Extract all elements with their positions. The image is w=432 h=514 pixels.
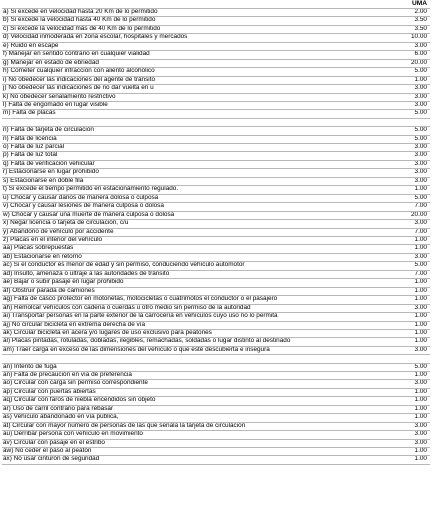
infraction-label: j) No obedecer las indicaciones de no dar vuelta en u <box>3 85 154 92</box>
infraction-label: ar) Uso de carril contrario para rebasar <box>3 405 114 412</box>
uma-value: 3.00 <box>414 177 427 184</box>
infraction-label: n) Falta de tarjeta de circulación <box>3 127 94 134</box>
infraction-label: h) Cometer cualquier infracción con aliento alcohólico <box>3 68 155 75</box>
table-row <box>2 94 430 102</box>
uma-value: 1.00 <box>414 296 427 303</box>
uma-value: 10.00 <box>411 34 427 41</box>
infraction-label: e) Ruido en escape <box>3 42 59 49</box>
uma-value: 1.00 <box>414 321 427 328</box>
table-row <box>2 178 430 186</box>
infraction-label: an) Intento de fuga <box>3 363 57 370</box>
uma-value: 2.00 <box>414 9 427 15</box>
infraction-label: l) Falta de engomado en lugar visible <box>3 101 108 108</box>
table-row <box>2 85 430 93</box>
uma-value: 1.00 <box>414 313 427 320</box>
table-row <box>2 271 430 279</box>
uma-value: 3.50 <box>414 17 427 24</box>
uma-value: 1.00 <box>414 329 427 336</box>
infraction-label: ap) Circular con puertas abiertas <box>3 388 96 395</box>
uma-value: 3.00 <box>414 346 427 353</box>
infraction-label: x) Negar licencia o tarjeta de circulación, c/u <box>3 220 129 227</box>
table-row <box>2 43 430 51</box>
table-row <box>2 322 430 330</box>
uma-value: 3.00 <box>414 304 427 311</box>
table-row <box>2 237 430 245</box>
table-row <box>2 144 430 152</box>
table-row <box>2 397 430 405</box>
table-row <box>2 347 430 355</box>
uma-value: 7.00 <box>414 203 427 210</box>
uma-value: 5.00 <box>414 110 427 117</box>
infraction-label: ah) Remolcar vehículos con cadena o cuerdas u otro medio sin permiso de la autoridad <box>3 304 251 311</box>
uma-value: 1.00 <box>414 448 427 455</box>
infraction-label: y) Abandono de vehículo por accidente <box>3 228 114 235</box>
infraction-label: añ) Falta de precaución en vía de preferencia <box>3 371 132 378</box>
uma-value: 1.00 <box>414 186 427 193</box>
uma-value: 20.00 <box>411 59 427 66</box>
infraction-label: ñ) Falta de licencia <box>3 135 57 142</box>
table-row <box>2 372 430 380</box>
infraction-label: ac) Si el conductor es menor de edad y sin permiso, conduciendo vehículo automotor <box>3 262 245 269</box>
uma-value: 1.00 <box>414 397 427 404</box>
table-row <box>2 51 430 59</box>
uma-value: 5.00 <box>414 363 427 370</box>
uma-value: 3.00 <box>414 380 427 387</box>
uma-value: 1.00 <box>414 405 427 412</box>
uma-value: 1.00 <box>414 338 427 345</box>
uma-value: 1.00 <box>414 287 427 294</box>
uma-value: 3.00 <box>414 431 427 438</box>
table-row <box>2 186 430 194</box>
table-row <box>2 161 430 169</box>
table-row <box>2 68 430 76</box>
table-row <box>2 127 430 135</box>
table-row <box>2 212 430 220</box>
table-row <box>2 110 430 118</box>
table-row <box>2 456 430 464</box>
table-row <box>2 364 430 372</box>
uma-value: 3.00 <box>414 85 427 92</box>
infraction-label: av) Circular con pasaje en el estribo <box>3 439 105 446</box>
table-row <box>2 17 430 25</box>
uma-value: 1.00 <box>414 414 427 421</box>
table-body <box>2 9 430 465</box>
table-row <box>2 229 430 237</box>
infraction-label: b) Si excede la velocidad hasta 40 Km de lo permitido <box>3 17 156 24</box>
uma-value: 7.00 <box>414 228 427 235</box>
uma-value: 3.00 <box>414 160 427 167</box>
infraction-label: ad) Insulto, amenaza o ultraje a las autoridades de tránsito <box>3 270 170 277</box>
table-row <box>2 9 430 17</box>
table-row <box>2 34 430 42</box>
table-row <box>2 414 430 422</box>
uma-value: 5.00 <box>414 127 427 134</box>
table-header <box>2 0 430 9</box>
table-row <box>2 406 430 414</box>
table-row <box>2 431 430 439</box>
section-spacer <box>2 119 430 127</box>
table-row <box>2 169 430 177</box>
table-row <box>2 102 430 110</box>
table-row <box>2 262 430 270</box>
uma-value: 20.00 <box>411 211 427 218</box>
table-row <box>2 440 430 448</box>
table-row <box>2 254 430 262</box>
infraction-label: q) Falta de verificación vehicular <box>3 160 95 167</box>
uma-value: 1.00 <box>414 371 427 378</box>
section-spacer <box>2 355 430 363</box>
infraction-label: ak) Circular bicicleta en acera y/o lugares de uso exclusivo para peatones <box>3 329 212 336</box>
infraction-label: aa) Placas sobrepuestas <box>3 245 74 252</box>
uma-value: 3.00 <box>414 253 427 260</box>
table-row <box>2 136 430 144</box>
table-row <box>2 330 430 338</box>
infraction-label: aq) Circular con faros de niebla encendidos sin objeto <box>3 397 156 404</box>
infraction-label: c) Si excede la velocidad más de 40 Km de lo permitido <box>3 25 161 32</box>
infraction-label: r) Estacionarse en lugar prohibido <box>3 169 99 176</box>
uma-value: 1.00 <box>414 456 427 463</box>
table-row <box>2 195 430 203</box>
infraction-label: f) Manejar en sentido contrario en cualquier vialidad <box>3 51 150 58</box>
infraction-label: k) No obedecer señalamiento restrictivo <box>3 93 116 100</box>
infraction-label: aw) No ceder el paso al peatón <box>3 448 92 455</box>
uma-value: 3.00 <box>414 101 427 108</box>
table-row <box>2 389 430 397</box>
infraction-label: ag) Falta de casco protector en motonetas, motocicletas o cuatrimotos el conductor o el pasajero <box>3 296 278 303</box>
uma-value: 1.00 <box>414 236 427 243</box>
table-row <box>2 338 430 346</box>
infraction-label: u) Chocar y causar daños de manera dolosa o culposa <box>3 194 159 201</box>
table-row <box>2 313 430 321</box>
infraction-label: at) Circular con mayor número de personas de las que señala la tarjeta de circulación <box>3 422 246 429</box>
table-row <box>2 423 430 431</box>
infraction-label: al) Placas pintadas, rotuladas, dobladas, ilegibles, remachadas, soldadas o lugar distinto al destinado <box>3 338 291 345</box>
uma-value: 3.00 <box>414 422 427 429</box>
uma-value: 5.00 <box>414 194 427 201</box>
table-row <box>2 26 430 34</box>
uma-value: 1.00 <box>414 245 427 252</box>
infraction-label: au) Derribar persona con vehículo en movimiento <box>3 431 143 438</box>
infraction-label: as) Vehículo abandonado en vía pública, <box>3 414 119 421</box>
infraction-label: aj) No circular bicicleta en extrema derecha de vía <box>3 321 146 328</box>
uma-column-header: UMA <box>411 0 427 7</box>
infraction-label: ae) Bajar o subir pasaje en lugar prohibido <box>3 279 124 286</box>
infraction-label: w) Chocar y causar una muerte de manera culposa o dolosa <box>3 211 175 218</box>
uma-value: 3.00 <box>414 152 427 159</box>
infraction-label: ab) Estacionarse en retorno <box>3 253 82 260</box>
infraction-label: s) Estacionarse en doble fila <box>3 177 84 184</box>
uma-value: 3.00 <box>414 169 427 176</box>
uma-value: 3.50 <box>414 25 427 32</box>
uma-value: 5.00 <box>414 135 427 142</box>
table-row <box>2 288 430 296</box>
table-row <box>2 60 430 68</box>
uma-value: 1.00 <box>414 76 427 83</box>
uma-value: 3.00 <box>414 42 427 49</box>
table-row <box>2 380 430 388</box>
uma-value: 3.00 <box>414 93 427 100</box>
infraction-label: ai) Transportar personas en la parte exterior de la carrocería en vehículos cuyo uso no lo permita <box>3 313 278 320</box>
table-row <box>2 279 430 287</box>
infraction-label: p) Falta de luz total <box>3 152 58 159</box>
table-row <box>2 448 430 456</box>
uma-value: 5.00 <box>414 68 427 75</box>
infraction-label: i) No obedecer las indicaciones del agente de tránsito <box>3 76 156 83</box>
table-row <box>2 245 430 253</box>
infraction-label: m) Falta de placas <box>3 110 56 117</box>
uma-value: 1.00 <box>414 279 427 286</box>
table-row <box>2 77 430 85</box>
table-row <box>2 203 430 211</box>
infraction-label: ax) No usar cinturón de seguridad <box>3 456 100 463</box>
infraction-label: z) Placas en el interior del vehículo <box>3 236 103 243</box>
uma-value: 1.00 <box>414 388 427 395</box>
infraction-label: a) Si excede en velocidad hasta 20 Km de lo permitido <box>3 9 158 15</box>
uma-value: 5.00 <box>414 262 427 269</box>
uma-value: 3.00 <box>414 439 427 446</box>
infraction-label: am) Traer carga en exceso de las dimensiones del vehículo o que esté descubierta e insegura <box>3 346 270 353</box>
infraction-label: g) Manejar en estado de ebriedad <box>3 59 99 66</box>
uma-value: 7.00 <box>414 270 427 277</box>
uma-value: 3.00 <box>414 143 427 150</box>
infraction-label: o) Falta de luz parcial <box>3 143 65 150</box>
infraction-label: v) Chocar y causar lesiones de manera culposa o dolosa <box>3 203 164 210</box>
uma-value: 3.00 <box>414 220 427 227</box>
table-row <box>2 305 430 313</box>
infraction-label: d) Velocidad inmoderada en zona escolar, hospitales y mercados <box>3 34 188 41</box>
table-row <box>2 220 430 228</box>
infraction-label: t) Si excede el tiempo permitido en estacionamiento regulado. <box>3 186 179 193</box>
infraction-label: ao) Circular con carga sin permiso correspondiente <box>3 380 148 387</box>
infraction-label: af) Obstruir parada de camiones <box>3 287 95 294</box>
table-row <box>2 152 430 160</box>
uma-value: 6.00 <box>414 51 427 58</box>
table-row <box>2 296 430 304</box>
